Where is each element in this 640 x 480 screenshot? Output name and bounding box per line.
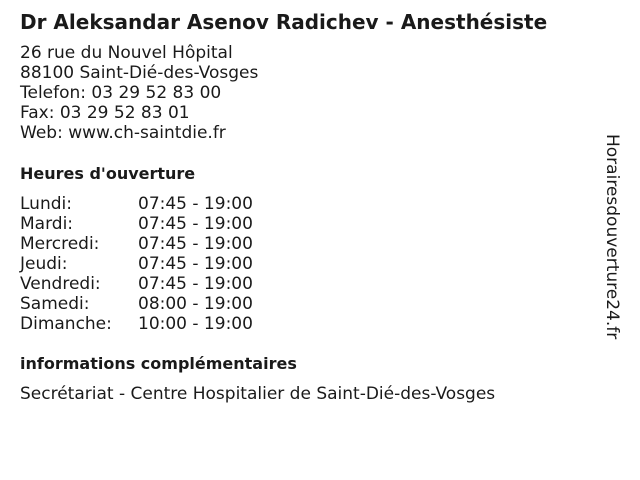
time-range: 08:00 - 19:00 — [138, 294, 253, 314]
day-label: Mardi: — [20, 214, 74, 234]
opening-hours-heading: Heures d'ouverture — [20, 164, 196, 183]
time-range: 10:00 - 19:00 — [138, 314, 253, 334]
day-label: Lundi: — [20, 194, 72, 214]
time-range: 07:45 - 19:00 — [138, 234, 253, 254]
time-range: 07:45 - 19:00 — [138, 194, 253, 214]
hours-row-saturday — [20, 294, 280, 314]
phone-number: Telefon: 03 29 52 83 00 — [20, 83, 222, 103]
page-title: Dr Aleksandar Asenov Radichev - Anesthésiste — [20, 10, 548, 34]
contact-block — [20, 43, 258, 143]
time-range: 07:45 - 19:00 — [138, 274, 253, 294]
time-range: 07:45 - 19:00 — [138, 214, 253, 234]
hours-row-wednesday — [20, 234, 280, 254]
opening-hours-table — [20, 194, 280, 334]
day-label: Samedi: — [20, 294, 90, 314]
website-link[interactable]: Web: www.ch-saintdie.fr — [20, 123, 226, 143]
additional-info-text: Secrétariat - Centre Hospitalier de Saint-Dié-des-Vosges — [20, 384, 496, 404]
fax-number: Fax: 03 29 52 83 01 — [20, 103, 190, 123]
hours-row-friday — [20, 274, 280, 294]
day-label: Jeudi: — [20, 254, 68, 274]
hours-row-monday — [20, 194, 280, 214]
time-range: 07:45 - 19:00 — [138, 254, 253, 274]
city-address: 88100 Saint-Dié-des-Vosges — [20, 63, 259, 83]
day-label: Dimanche: — [20, 314, 112, 334]
street-address: 26 rue du Nouvel Hôpital — [20, 43, 233, 63]
hours-row-tuesday — [20, 214, 280, 234]
site-watermark: Horairesdouverture24.fr — [602, 134, 622, 340]
hours-row-sunday — [20, 314, 280, 334]
additional-info-heading: informations complémentaires — [20, 354, 297, 373]
day-label: Mercredi: — [20, 234, 100, 254]
hours-row-thursday — [20, 254, 280, 274]
day-label: Vendredi: — [20, 274, 101, 294]
